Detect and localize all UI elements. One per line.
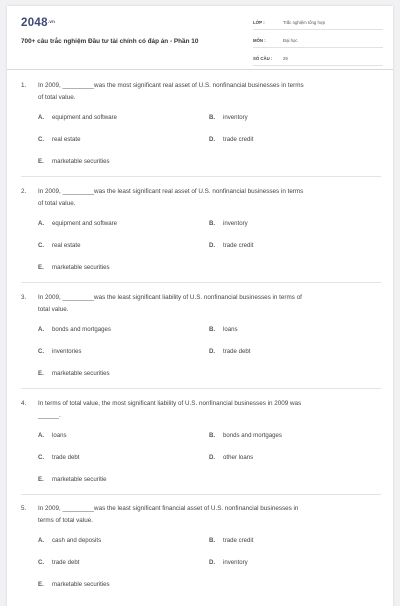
question-line: In 2009, _________was the least significant liability of U.S. nonfinancial businesses in terms of [38,294,302,301]
option-letter: C. [38,559,45,566]
question-5 [21,503,381,588]
option-text: equipment and software [52,114,118,121]
question-stem [21,503,381,526]
option-text: marketable securities [52,370,110,377]
question-line: of total value. [38,199,76,207]
meta-row-subject [253,34,383,48]
option-letter: D. [209,559,216,566]
option-letter: D. [209,348,216,355]
question-line: In 2009, _________was the least significant financial asset of U.S. nonfinancial businesses in [38,505,299,512]
option-text: inventories [52,348,82,355]
question-text [38,398,381,421]
question-3 [21,292,381,377]
question-text [38,186,381,209]
option-e[interactable] [38,476,107,483]
question-divider [21,176,381,177]
question-text [38,503,381,526]
option-b[interactable] [209,432,282,439]
question-stem [21,398,381,421]
option-text: trade debt [223,348,251,355]
question-1 [21,80,381,165]
option-letter: C. [38,454,45,461]
question-divider [21,282,381,283]
question-number: 4. [21,400,27,407]
option-letter: E. [38,370,44,377]
option-b[interactable] [209,326,238,333]
option-letter: A. [38,114,45,121]
option-text: trade credit [223,136,254,143]
option-b[interactable] [209,114,248,121]
question-divider [21,494,381,495]
option-text: trade debt [52,559,80,566]
option-a[interactable] [38,220,117,227]
meta-value: Trắc nghiệm tổng hợp [283,20,326,25]
option-d[interactable] [209,242,253,249]
option-e[interactable] [38,581,110,588]
option-letter: B. [209,326,216,333]
option-text: inventory [223,114,248,121]
question-number: 2. [21,188,27,195]
option-letter: B. [209,432,216,439]
option-c[interactable] [38,136,80,143]
question-line: total value. [38,305,69,313]
option-letter: D. [209,242,216,249]
option-text: cash and deposits [52,537,102,544]
meta-label: SỐ CÂU : [253,56,273,61]
option-text: bonds and mortgages [52,326,111,333]
option-c[interactable] [38,559,79,566]
question-line: ______. [38,411,61,419]
question-line: of total value. [38,93,76,101]
option-text: marketable securities [52,581,110,588]
option-letter: E. [38,158,44,165]
question-4 [21,398,381,483]
option-letter: C. [38,348,45,355]
option-c[interactable] [38,242,80,249]
question-number: 5. [21,505,27,512]
question-stem [21,80,381,103]
meta-row-class [253,16,383,30]
option-letter: E. [38,264,44,271]
option-d[interactable] [209,559,248,566]
logo-text: 2048 [21,17,48,29]
option-text: marketable securitie [52,476,107,483]
logo-suffix: .vn [47,19,56,24]
option-text: bonds and mortgages [223,432,282,439]
option-a[interactable] [38,326,111,333]
option-d[interactable] [209,136,253,143]
question-text [38,80,381,103]
question-stem [21,186,381,209]
document-title: 700+ câu trắc nghiệm Đầu tư tài chính có đáp án - Phần 10 [21,38,199,45]
meta-value: Đại học [283,38,298,43]
document-header [7,6,393,70]
option-text: marketable securities [52,264,110,271]
option-letter: D. [209,454,216,461]
option-text: trade credit [223,242,254,249]
question-text [38,292,381,315]
option-letter: C. [38,136,45,143]
meta-value: 29 [283,56,288,61]
option-d[interactable] [209,348,250,355]
option-d[interactable] [209,454,253,461]
option-letter: A. [38,220,45,227]
option-letter: A. [38,537,45,544]
document-page [7,6,393,606]
option-b[interactable] [209,537,253,544]
option-text: trade credit [223,537,254,544]
option-letter: B. [209,537,216,544]
option-c[interactable] [38,348,81,355]
option-text: real estate [52,242,81,249]
option-a[interactable] [38,537,101,544]
site-logo[interactable] [21,17,55,29]
document-meta [253,16,383,70]
option-c[interactable] [38,454,79,461]
option-text: other loans [223,454,254,461]
option-letter: E. [38,476,44,483]
option-letter: D. [209,136,216,143]
option-letter: E. [38,581,44,588]
option-e[interactable] [38,158,110,165]
option-a[interactable] [38,114,117,121]
option-letter: B. [209,114,216,121]
option-text: trade debt [52,454,80,461]
option-e[interactable] [38,264,110,271]
option-text: real estate [52,136,81,143]
meta-label: LỚP : [253,20,265,25]
question-line: In 2009, _________was the most significant real asset of U.S. nonfinancial businesses in terms [38,82,304,89]
option-b[interactable] [209,220,248,227]
option-text: inventory [223,220,248,227]
option-letter: B. [209,220,216,227]
option-text: equipment and software [52,220,118,227]
question-line: In terms of total value, the most significant liability of U.S. nonfinancial businesses in 2009 was [38,400,302,407]
question-number: 3. [21,294,27,301]
option-letter: A. [38,326,45,333]
option-text: loans [52,432,67,439]
option-e[interactable] [38,370,110,377]
question-line: terms of total value. [38,516,93,524]
option-a[interactable] [38,432,67,439]
option-letter: A. [38,432,45,439]
option-text: loans [223,326,238,333]
question-2 [21,186,381,271]
meta-label: MÔN : [253,38,266,43]
meta-row-count [253,52,383,66]
question-divider [21,388,381,389]
question-stem [21,292,381,315]
option-text: inventory [223,559,248,566]
option-text: marketable securities [52,158,110,165]
question-line: In 2009, _________was the least significant real asset of U.S. nonfinancial businesses in terms [38,188,304,195]
option-letter: C. [38,242,45,249]
question-number: 1. [21,82,27,89]
